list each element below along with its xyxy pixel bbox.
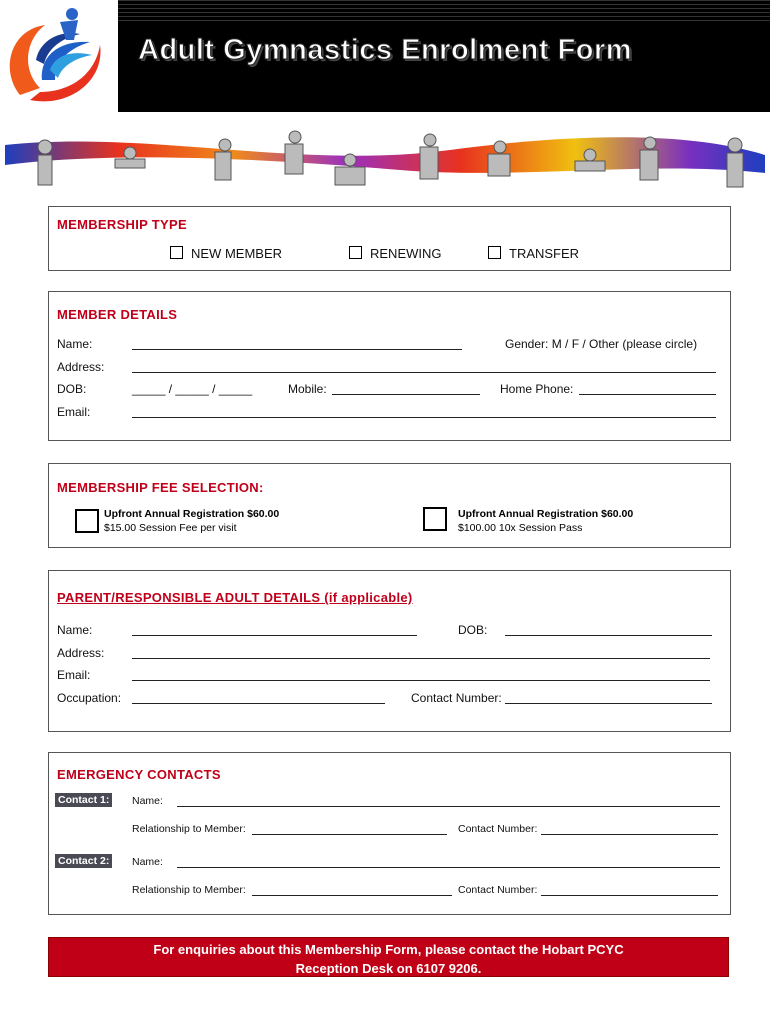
membership-type-title: MEMBERSHIP TYPE <box>57 217 187 232</box>
parent-name-label: Name: <box>57 623 93 637</box>
fee-selection-title: MEMBERSHIP FEE SELECTION: <box>57 480 264 495</box>
gymnasts-banner-image <box>0 125 770 195</box>
contact-1-number-label: Contact Number: <box>458 823 538 835</box>
new-member-label: NEW MEMBER <box>191 246 282 261</box>
parent-email-label: Email: <box>57 668 91 682</box>
contact-1-relationship-label: Relationship to Member: <box>132 823 246 835</box>
fee-option-1-title: Upfront Annual Registration $60.00 <box>104 508 280 520</box>
contact-1-number-field[interactable] <box>541 834 718 835</box>
membership-type-section <box>48 206 731 271</box>
parent-name-field[interactable] <box>132 635 417 636</box>
fee-option-2-title: Upfront Annual Registration $60.00 <box>458 508 634 520</box>
contact-1-tag: Contact 1: <box>55 793 112 807</box>
renewing-checkbox[interactable] <box>349 246 362 259</box>
member-details-title: MEMBER DETAILS <box>57 307 178 322</box>
header-bar <box>0 0 770 112</box>
parent-contact-label: Contact Number: <box>411 691 502 705</box>
parent-occupation-label: Occupation: <box>57 691 122 705</box>
contact-1-relationship-field[interactable] <box>252 834 447 835</box>
emergency-contacts-section <box>48 752 731 915</box>
footer-line-2: Reception Desk on 6107 9206. <box>295 961 482 976</box>
contact-1-name-field[interactable] <box>177 806 720 807</box>
parent-details-title: PARENT/RESPONSIBLE ADULT DETAILS (if applicable) <box>57 590 413 605</box>
gender-label: Gender: M / F / Other (please circle) <box>505 337 698 351</box>
fee-selection-section <box>48 463 731 548</box>
parent-contact-field[interactable] <box>505 703 712 704</box>
parent-occupation-field[interactable] <box>132 703 385 704</box>
pcyc-logo <box>0 0 118 112</box>
contact-2-tag: Contact 2: <box>55 854 112 868</box>
contact-2-number-field[interactable] <box>541 895 718 896</box>
mobile-field[interactable] <box>332 394 480 395</box>
home-phone-label: Home Phone: <box>500 382 574 396</box>
email-field[interactable] <box>132 417 716 418</box>
parent-dob-field[interactable] <box>505 635 712 636</box>
address-field[interactable] <box>132 372 716 373</box>
contact-2-number-label: Contact Number: <box>458 884 538 896</box>
name-label: Name: <box>57 337 93 351</box>
parent-details-section <box>48 570 731 732</box>
contact-2-relationship-field[interactable] <box>252 895 452 896</box>
renewing-label: RENEWING <box>370 246 442 261</box>
dob-label: DOB: <box>57 382 87 396</box>
email-label: Email: <box>57 405 91 419</box>
footer-line-1: For enquiries about this Membership Form, please contact the Hobart PCYC <box>153 942 624 957</box>
parent-email-field[interactable] <box>132 680 710 681</box>
contact-2-relationship-label: Relationship to Member: <box>132 884 246 896</box>
name-field[interactable] <box>132 349 462 350</box>
member-details-section <box>48 291 731 441</box>
parent-dob-label: DOB: <box>458 623 488 637</box>
contact-1-name-label: Name: <box>132 795 163 807</box>
transfer-checkbox[interactable] <box>488 246 501 259</box>
enquiries-footer <box>48 937 729 977</box>
parent-address-field[interactable] <box>132 658 710 659</box>
emergency-contacts-title: EMERGENCY CONTACTS <box>57 767 221 782</box>
contact-2-name-label: Name: <box>132 856 163 868</box>
fee-option-1-detail: $15.00 Session Fee per visit <box>104 522 237 534</box>
fee-option-1-checkbox[interactable] <box>75 509 99 533</box>
header-stripes <box>118 0 770 30</box>
mobile-label: Mobile: <box>288 382 327 396</box>
home-phone-field[interactable] <box>579 394 716 395</box>
fee-option-2-checkbox[interactable] <box>423 507 447 531</box>
parent-address-label: Address: <box>57 646 105 660</box>
address-label: Address: <box>57 360 105 374</box>
form-title: Adult Gymnastics Enrolment Form <box>138 34 633 66</box>
new-member-checkbox[interactable] <box>170 246 183 259</box>
fee-option-2-detail: $100.00 10x Session Pass <box>458 522 583 534</box>
transfer-label: TRANSFER <box>509 246 580 261</box>
contact-2-name-field[interactable] <box>177 867 720 868</box>
dob-field[interactable]: _____ / _____ / _____ <box>132 382 253 396</box>
